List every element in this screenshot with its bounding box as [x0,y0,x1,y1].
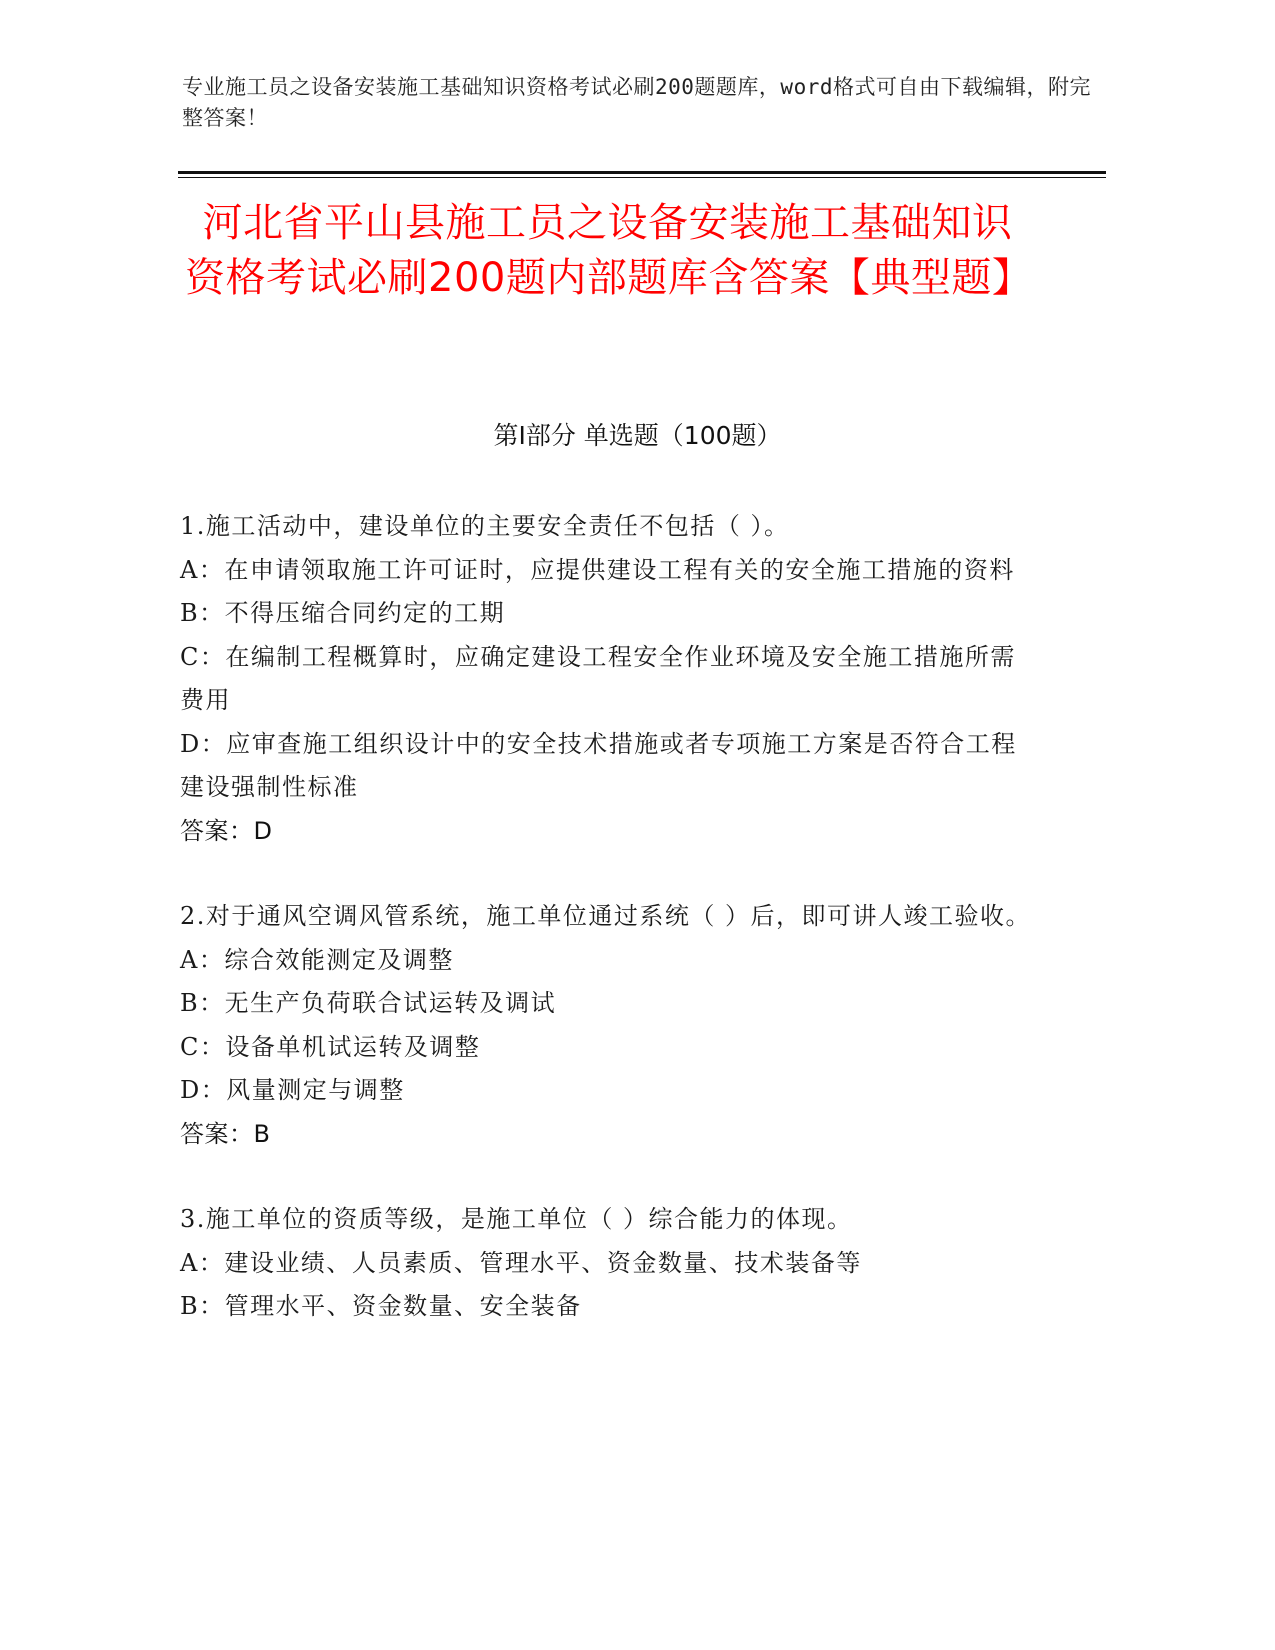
option-b: B：管理水平、资金数量、安全装备 [180,1292,582,1320]
option-c: C：在编制工程概算时，应确定建设工程安全作业环境及安全施工措施所需费用 [180,642,1016,714]
question-stem: 2.对于通风空调风管系统，施工单位通过系统（ ）后，即可讲人竣工验收。 [180,902,1032,930]
option-a: A：建设业绩、人员素质、管理水平、资金数量、技术装备等 [180,1248,862,1277]
option-c: C：设备单机试运转及调整 [180,1032,481,1061]
option-a: A：在申请领取施工许可证时，应提供建设工程有关的安全施工措施的资料 [180,555,1015,584]
document-title: 河北省平山县施工员之设备安装施工基础知识资格考试必刷200题内部题库含答案【典型题】 [185,200,1033,301]
question-list [180,505,1040,1371]
answer-label: 答案：B [180,1119,271,1148]
question-stem: 3.施工单位的资质等级，是施工单位（ ）综合能力的体现。 [180,1205,853,1233]
question-stem: 1.施工活动中，建设单位的主要安全责任不包括（ ）。 [180,512,790,540]
answer-label: 答案：D [180,816,273,845]
header-divider-thick [178,171,1106,174]
question-2 [180,895,1040,1156]
option-b: B：无生产负荷联合试运转及调试 [180,989,557,1017]
question-1 [180,505,1040,853]
option-d: D：风量测定与调整 [180,1076,405,1104]
option-b: B：不得压缩合同约定的工期 [180,599,506,627]
header-divider-thin [178,177,1106,178]
header-note: 专业施工员之设备安装施工基础知识资格考试必刷200题题库，word格式可自由下载编辑，附完整答案！ [182,75,1091,130]
option-d: D：应审查施工组织设计中的安全技术措施或者专项施工方案是否符合工程建设强制性标准 [180,729,1017,801]
option-a: A：综合效能测定及调整 [180,945,454,974]
question-3 [180,1198,1040,1329]
section-heading: 第Ⅰ部分 单选题（100题） [493,421,782,450]
